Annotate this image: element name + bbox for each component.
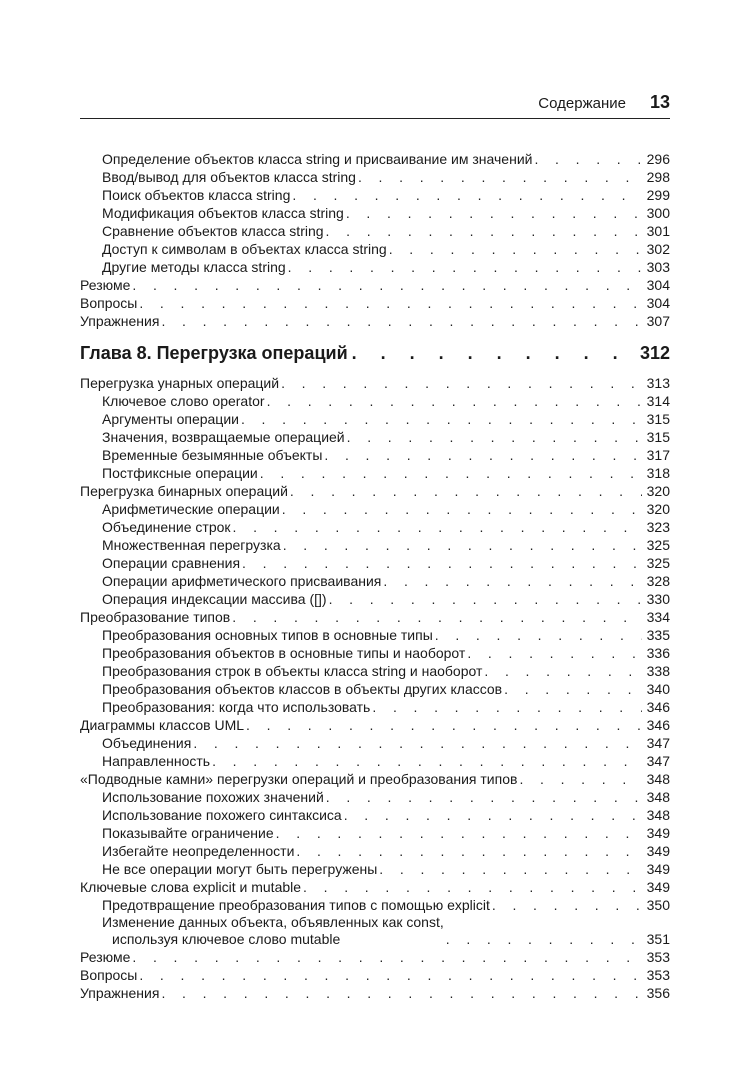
dot-leader bbox=[296, 843, 642, 860]
toc-entry[interactable] bbox=[80, 500, 670, 518]
toc-entry-title: Модификация объектов класса string bbox=[102, 205, 344, 221]
dot-leader bbox=[288, 259, 642, 276]
toc-entry[interactable] bbox=[80, 294, 670, 312]
toc-entry-title: Поиск объектов класса string bbox=[102, 187, 291, 203]
toc-entry-page: 349 bbox=[646, 843, 670, 859]
toc-entry[interactable] bbox=[80, 590, 670, 608]
dot-leader bbox=[383, 573, 642, 590]
toc-entry[interactable] bbox=[80, 222, 670, 240]
page-number: 13 bbox=[649, 92, 670, 112]
toc-entry-page: 328 bbox=[646, 573, 670, 589]
dot-leader bbox=[282, 501, 642, 518]
toc-entry[interactable] bbox=[80, 428, 670, 446]
toc-entry-page: 349 bbox=[646, 861, 670, 877]
toc-entry-title: Ввод/вывод для объектов класса string bbox=[102, 169, 356, 185]
toc-entry[interactable] bbox=[80, 150, 670, 168]
toc-entry-page: 336 bbox=[646, 645, 670, 661]
toc-top-entries bbox=[80, 150, 670, 330]
toc-entry-title: Аргументы операции bbox=[102, 411, 239, 427]
toc-entry[interactable] bbox=[80, 644, 670, 662]
toc-entry-page: 298 bbox=[646, 169, 670, 185]
toc-entry-page: 350 bbox=[646, 897, 670, 913]
toc-entry-page: 303 bbox=[646, 259, 670, 275]
toc-chapter-heading[interactable] bbox=[80, 342, 670, 364]
toc-entry-title: Упражнения bbox=[80, 313, 160, 329]
dot-leader bbox=[161, 313, 642, 330]
dot-leader bbox=[139, 967, 642, 984]
toc-entry-page: 323 bbox=[646, 519, 670, 535]
dot-leader bbox=[193, 735, 642, 752]
dot-leader bbox=[504, 681, 642, 698]
toc-entry[interactable] bbox=[80, 572, 670, 590]
toc-entry[interactable] bbox=[80, 258, 670, 276]
toc-entry-title: Определение объектов класса string и присваивание им значений bbox=[102, 151, 533, 167]
toc-entry-title: Ключевое слово operator bbox=[102, 393, 265, 409]
dot-leader bbox=[132, 277, 642, 294]
dot-leader bbox=[326, 789, 642, 806]
dot-leader bbox=[276, 825, 642, 842]
dot-leader bbox=[232, 609, 642, 626]
toc-entry-title: Временные безымянные объекты bbox=[102, 447, 323, 463]
toc-entry-page: 320 bbox=[646, 483, 670, 499]
toc-entry-page: 304 bbox=[646, 295, 670, 311]
dot-leader bbox=[324, 447, 642, 464]
toc-entry-page: 307 bbox=[646, 313, 670, 329]
toc-entry-page: 318 bbox=[646, 465, 670, 481]
toc-entry[interactable] bbox=[80, 896, 670, 914]
toc-entry-page: 338 bbox=[646, 663, 670, 679]
toc-entry-page: 300 bbox=[646, 205, 670, 221]
dot-leader bbox=[241, 411, 642, 428]
toc-entry-page: 299 bbox=[646, 187, 670, 203]
dot-leader bbox=[435, 627, 642, 644]
toc-entry-title: Операции сравнения bbox=[102, 555, 241, 571]
toc-entry-title: Ключевые слова explicit и mutable bbox=[80, 879, 302, 895]
toc-entry-page: 353 bbox=[646, 949, 670, 965]
dot-leader bbox=[379, 861, 642, 878]
toc-entry[interactable] bbox=[80, 824, 670, 842]
dot-leader bbox=[329, 591, 642, 608]
toc-entry-page: 320 bbox=[646, 501, 670, 517]
toc-entry-title: Преобразования объектов в основные типы и наоборот bbox=[102, 645, 466, 661]
dot-leader bbox=[446, 931, 642, 948]
dot-leader bbox=[246, 717, 642, 734]
toc-entry-page: 335 bbox=[646, 627, 670, 643]
dot-leader bbox=[344, 807, 642, 824]
dot-leader bbox=[242, 555, 642, 572]
dot-leader bbox=[290, 483, 642, 500]
toc-entry-title: Арифметические операции bbox=[102, 501, 280, 517]
toc-entry[interactable] bbox=[80, 842, 670, 860]
toc-entry-page: 356 bbox=[646, 985, 670, 1001]
toc-entry-title: Упражнения bbox=[80, 985, 160, 1001]
dot-leader bbox=[358, 169, 642, 186]
toc-entry[interactable] bbox=[80, 878, 670, 896]
dot-leader bbox=[292, 187, 642, 204]
toc-entry[interactable] bbox=[80, 204, 670, 222]
toc-entry[interactable] bbox=[80, 984, 670, 1002]
toc-entry[interactable] bbox=[80, 312, 670, 330]
toc-entry-page: 314 bbox=[646, 393, 670, 409]
toc-entry-title-line1: Изменение данных объекта, объявленных как const, bbox=[102, 914, 444, 930]
toc-entry-title: Преобразование типов bbox=[80, 609, 231, 625]
toc-entry[interactable] bbox=[80, 626, 670, 644]
dot-leader bbox=[283, 537, 642, 554]
toc-entry[interactable] bbox=[80, 536, 670, 554]
toc-entry-page: 348 bbox=[646, 771, 670, 787]
toc-entry-title: Множественная перегрузка bbox=[102, 537, 281, 553]
toc-entry-title: Доступ к символам в объектах класса string bbox=[102, 241, 387, 257]
toc-entry-page: 296 bbox=[646, 151, 670, 167]
toc-entry[interactable] bbox=[80, 410, 670, 428]
toc-entry-page: 349 bbox=[646, 825, 670, 841]
chapter-page: 312 bbox=[639, 343, 670, 363]
toc-entry-page: 347 bbox=[646, 753, 670, 769]
chapter-title: Глава 8. Перегрузка операций bbox=[80, 343, 348, 363]
toc-entry[interactable] bbox=[80, 680, 670, 698]
toc-entry-title bbox=[102, 914, 444, 948]
toc-entry-page: 334 bbox=[646, 609, 670, 625]
toc-entry-title: Вопросы bbox=[80, 967, 138, 983]
toc-entry-title: Использование похожего синтаксиса bbox=[102, 807, 342, 823]
toc-entry-title: Резюме bbox=[80, 949, 131, 965]
toc-entry-title: Операции арифметического присваивания bbox=[102, 573, 382, 589]
toc-entry-page: 351 bbox=[646, 931, 670, 947]
toc-entry[interactable] bbox=[80, 168, 670, 186]
toc-entry[interactable] bbox=[80, 464, 670, 482]
running-header-section: Содержание bbox=[538, 95, 626, 112]
toc-entry[interactable] bbox=[80, 662, 670, 680]
toc-entry-page: 325 bbox=[646, 537, 670, 553]
toc-entry-title: Постфиксные операции bbox=[102, 465, 258, 481]
dot-leader bbox=[534, 151, 642, 168]
dot-leader bbox=[346, 205, 642, 222]
toc-entry[interactable] bbox=[80, 374, 670, 392]
running-header bbox=[80, 92, 670, 119]
toc-entry-title: «Подводные камни» перегрузки операций и преобразования типов bbox=[80, 771, 518, 787]
toc-entry-title: Показывайте ограничение bbox=[102, 825, 274, 841]
toc-entry[interactable] bbox=[80, 554, 670, 572]
toc-entry-page: 348 bbox=[646, 807, 670, 823]
dot-leader bbox=[484, 663, 642, 680]
dot-leader bbox=[132, 949, 642, 966]
dot-leader bbox=[139, 295, 642, 312]
dot-leader bbox=[352, 343, 636, 364]
toc-entry[interactable] bbox=[80, 716, 670, 734]
dot-leader bbox=[281, 375, 642, 392]
toc-entry[interactable] bbox=[80, 392, 670, 410]
dot-leader bbox=[389, 241, 642, 258]
toc-entry-page: 317 bbox=[646, 447, 670, 463]
toc-entry-page: 340 bbox=[646, 681, 670, 697]
toc-chapter-entries bbox=[80, 374, 670, 914]
toc-entry-title: Преобразования объектов классов в объекты других классов bbox=[102, 681, 503, 697]
toc-entry-page: 330 bbox=[646, 591, 670, 607]
toc-entry-page: 346 bbox=[646, 717, 670, 733]
dot-leader bbox=[161, 985, 642, 1002]
table-of-contents bbox=[80, 150, 670, 1002]
toc-entry[interactable] bbox=[80, 914, 670, 948]
toc-entry-title: Объединения bbox=[102, 735, 192, 751]
toc-entry[interactable] bbox=[80, 788, 670, 806]
toc-entry-title: Преобразования: когда что использовать bbox=[102, 699, 371, 715]
toc-entry-page: 348 bbox=[646, 789, 670, 805]
toc-entry-page: 353 bbox=[646, 967, 670, 983]
dot-leader bbox=[347, 429, 642, 446]
toc-entry[interactable] bbox=[80, 966, 670, 984]
toc-entry[interactable] bbox=[80, 446, 670, 464]
toc-entry-title: Перегрузка унарных операций bbox=[80, 375, 280, 391]
toc-entry-title: Перегрузка бинарных операций bbox=[80, 483, 288, 499]
toc-entry-title: Предотвращение преобразования типов с помощью explicit bbox=[102, 897, 490, 913]
toc-entry-title: Другие методы класса string bbox=[102, 259, 286, 275]
dot-leader bbox=[233, 519, 642, 536]
toc-entry-page: 347 bbox=[646, 735, 670, 751]
toc-entry-title: Сравнение объектов класса string bbox=[102, 223, 324, 239]
toc-entry-page: 304 bbox=[646, 277, 670, 293]
toc-entry[interactable] bbox=[80, 276, 670, 294]
toc-end-entries bbox=[80, 948, 670, 1002]
toc-entry-page: 315 bbox=[646, 411, 670, 427]
toc-entry-page: 301 bbox=[646, 223, 670, 239]
toc-entry[interactable] bbox=[80, 752, 670, 770]
toc-entry[interactable] bbox=[80, 770, 670, 788]
toc-entry-title: Преобразования строк в объекты класса string и наоборот bbox=[102, 663, 483, 679]
toc-entry[interactable] bbox=[80, 698, 670, 716]
dot-leader bbox=[303, 879, 642, 896]
toc-entry-title: Использование похожих значений bbox=[102, 789, 324, 805]
toc-entry-title: Преобразования основных типов в основные типы bbox=[102, 627, 433, 643]
toc-entry[interactable] bbox=[80, 806, 670, 824]
dot-leader bbox=[372, 699, 642, 716]
toc-entry[interactable] bbox=[80, 186, 670, 204]
dot-leader bbox=[267, 393, 642, 410]
toc-entry-title: Объединение строк bbox=[102, 519, 231, 535]
toc-entry-title-line2: используя ключевое слово mutable bbox=[112, 931, 341, 947]
dot-leader bbox=[492, 897, 642, 914]
toc-entry[interactable] bbox=[80, 860, 670, 878]
toc-entry-title: Значения, возвращаемые операцией bbox=[102, 429, 345, 445]
toc-entry-title: Диаграммы классов UML bbox=[80, 717, 245, 733]
dot-leader bbox=[326, 223, 642, 240]
dot-leader bbox=[260, 465, 642, 482]
toc-entry-title: Вопросы bbox=[80, 295, 138, 311]
toc-entry-title: Операция индексации массива ([]) bbox=[102, 591, 327, 607]
toc-entry-page: 315 bbox=[646, 429, 670, 445]
toc-entry-title: Избегайте неопределенности bbox=[102, 843, 295, 859]
toc-entry-page: 349 bbox=[646, 879, 670, 895]
toc-entry[interactable] bbox=[80, 482, 670, 500]
toc-entry[interactable] bbox=[80, 948, 670, 966]
toc-entry-page: 302 bbox=[646, 241, 670, 257]
toc-entry[interactable] bbox=[80, 240, 670, 258]
toc-entry-title: Резюме bbox=[80, 277, 131, 293]
dot-leader bbox=[467, 645, 642, 662]
toc-entry-page: 346 bbox=[646, 699, 670, 715]
toc-entry-page: 313 bbox=[646, 375, 670, 391]
dot-leader bbox=[212, 753, 642, 770]
toc-entry[interactable] bbox=[80, 608, 670, 626]
toc-entry[interactable] bbox=[80, 734, 670, 752]
toc-entry-title: Не все операции могут быть перегружены bbox=[102, 861, 378, 877]
dot-leader bbox=[519, 771, 642, 788]
toc-entry[interactable] bbox=[80, 518, 670, 536]
toc-entry-title: Направленность bbox=[102, 753, 211, 769]
toc-entry-page: 325 bbox=[646, 555, 670, 571]
